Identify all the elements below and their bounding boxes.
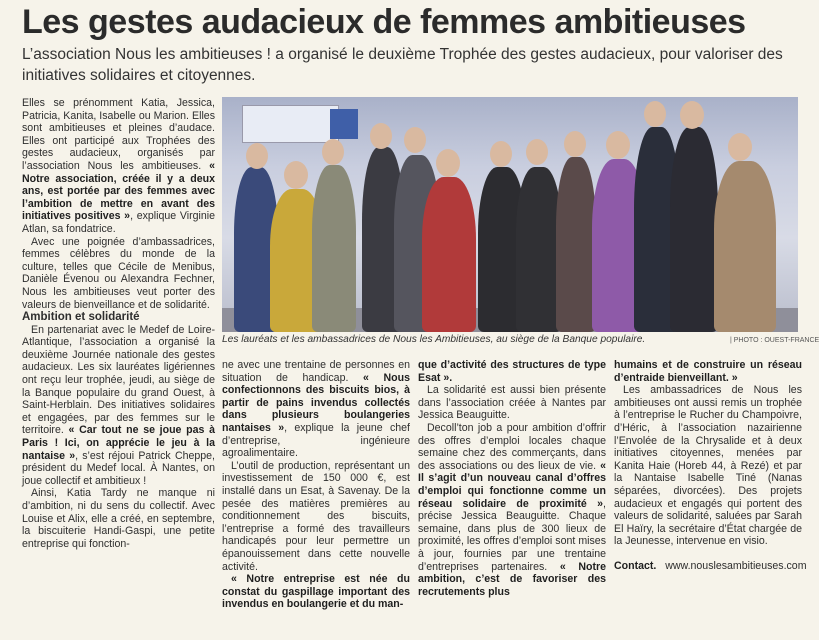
head <box>728 133 752 161</box>
head <box>526 139 548 165</box>
head <box>490 141 512 167</box>
paragraph: L’outil de production, représentant un investissement de 150 000 €, est installé dans un Esat, à Savenay. De la pesée des matières premières au conditionnement des biscuits, l’entreprise a formé des travailleurs handicapés pour leur permettre un épanouissement dans cette nouvelle activité. <box>222 459 410 573</box>
head <box>370 123 392 149</box>
text: , explique Virginie Atlan, sa fondatrice. <box>22 210 215 235</box>
quote: que d’activité des structures de type Esat ». <box>418 359 606 384</box>
contact-line <box>614 559 807 573</box>
headline: Les gestes audacieux de femmes ambitieuses <box>22 3 746 41</box>
quote: « Nous confectionnons des biscuits bios, à partir de pains invendus collectés dans plusieurs boulangeries nantaises » <box>222 371 410 434</box>
article-column-2 <box>222 359 410 611</box>
photo-credit: | PHOTO : OUEST-FRANCE <box>730 337 819 344</box>
paragraph <box>22 324 215 488</box>
person <box>556 157 596 332</box>
text: En partenariat avec le Medef de Loire-Atlantique, l’association a organisé la deuxième Journée nationale des gestes audacieux. Les six lauréates ligériennes ont reçu leur trophée, jeudi, au siège de la Banque populaire du grand Ouest, à Saint-Herblain. Des initiatives solidaires et engagées, par des femmes sur le territoire. <box>22 323 215 437</box>
text: , explique la jeune chef d’entreprise, ingénieure agroalimentaire. <box>222 421 410 460</box>
quote: « Notre ambition, c’est de favoriser des recrutements plus <box>418 560 606 598</box>
text: , précise Jessica Beauguitte. Chaque semaine, dans plus de 300 lieux de proximité, les offres d’emploi sont mises à jour, fournies par une trentaine d’entreprises partenaires. <box>418 497 606 573</box>
text: ne avec une trentaine de personnes en situation de handicap. <box>222 359 410 384</box>
text: Decoll’ton job a pour ambition d’offrir des offres d’emploi locales chaque semaine chez des commerçants, dans des associations ou des lieux de vie. <box>418 421 606 472</box>
paragraph <box>614 359 802 384</box>
paragraph: Les ambassadrices de Nous les ambitieuses ont aussi remis un trophée à l’entreprise le Rucher du Champoivre, d’Héric, à l’association nazairienne l’Envolée de la Chrysalide et à deux initiatives citoyennes, menées par Kanita Haie (Horeb 44, à Rezé) et par la Nantaise Isabelle Tiné (Nanas séparées, divorcées). Des projets audacieux et engagés qui portent des valeurs de solidarité, saluées par Sarah El Haïry, la secrétaire d’État chargée de la Jeunesse, intervenue en visio. <box>614 384 802 548</box>
paragraph: La solidarité est aussi bien présente dans l’association créée à Nantes par Jessica Beauguitte. <box>418 384 606 422</box>
contact-url: www.nouslesambitieuses.com <box>665 559 807 572</box>
text: Elles se prénomment Katia, Jessica, Patricia, Kanita, Isabelle ou Marion. Elles sont ambitieuses et pleines d’audace. Elles ont participé aux Trophées des gestes audacieux, organisés par l’association Nous les ambitieuses. <box>22 97 215 172</box>
person <box>312 165 356 332</box>
article-column-3 <box>418 359 606 598</box>
article-column-4 <box>614 359 807 573</box>
head <box>246 143 268 169</box>
head <box>404 127 426 153</box>
article-column-1 <box>22 97 215 550</box>
quote: humains et de construire un réseau d’entraide bienveillant. » <box>614 359 802 384</box>
paragraph <box>418 422 606 598</box>
logo-panel <box>330 109 358 139</box>
paragraph: Avec une poignée d’ambassadrices, femmes célèbres du monde de la culture, telles que Cécile de Menibus, Danièle Évenou ou Alexandra Fechner, Nous les ambitieuses veut porter des valeurs de bienveillance et de solidarité. <box>22 235 215 311</box>
head <box>680 101 704 129</box>
paragraph <box>418 359 606 384</box>
paragraph <box>22 97 215 236</box>
head <box>644 101 666 127</box>
quote: « Il s’agit d’un nouveau canal d’offres d’emploi qui fonctionne comme un réseau solidaire de proximité » <box>418 459 606 510</box>
person <box>422 177 476 332</box>
subheading: Ambition et solidarité <box>22 311 140 324</box>
quote: « Notre association, créée il y a deux ans, est portée par des femmes avec l’ambition de mettre en avant des initiatives positives » <box>22 159 215 223</box>
paragraph: Ainsi, Katia Tardy ne manque ni d’ambition, ni du sens du collectif. Avec Louise et Alix, elle a créé, en septembre, la biscuiterie Handi-Gaspi, une petite entreprise qui fonction- <box>22 487 215 550</box>
head <box>564 131 586 157</box>
person <box>670 127 718 332</box>
quote: « Notre entreprise est née du constat du gaspillage important des invendus en boulangerie et du man- <box>222 573 410 611</box>
paragraph <box>222 359 410 460</box>
text: , s’est réjoui Patrick Cheppe, président du Medef local. À Nantes, on joue collectif et ambitieux ! <box>22 449 215 487</box>
paragraph <box>222 573 410 611</box>
person <box>714 161 776 332</box>
quote: « Car tout ne se joue pas à Paris ! Ici, on apprécie le jeu à la nantaise » <box>22 424 215 462</box>
head <box>436 149 460 177</box>
head <box>606 131 630 159</box>
standfirst: L’association Nous les ambitieuses ! a organisé le deuxième Trophée des gestes audacieux, pour valoriser des initiatives solidaires et citoyennes. <box>22 46 783 84</box>
contact-label: Contact. <box>614 559 657 572</box>
event-photo <box>222 97 798 332</box>
banner-panel <box>242 105 339 143</box>
head <box>284 161 308 189</box>
head <box>322 139 344 165</box>
photo-caption: Les lauréats et les ambassadrices de Nous les Ambitieuses, au siège de la Banque populaire. <box>222 334 646 345</box>
